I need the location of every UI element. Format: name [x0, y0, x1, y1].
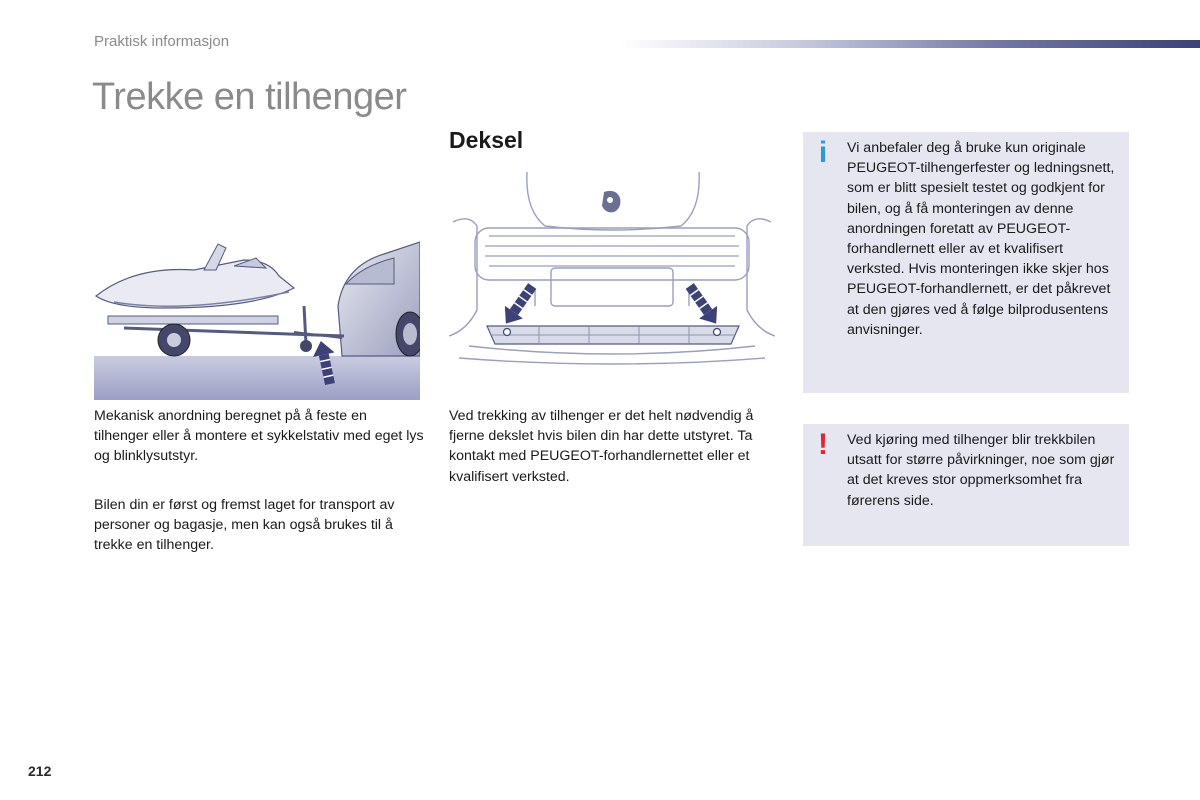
warning-box: [803, 424, 1129, 546]
section-label: Praktisk informasjon: [94, 33, 230, 50]
page-title: Trekke en tilhenger: [92, 76, 407, 118]
trailer-illustration: [94, 236, 420, 400]
page-number: 212: [28, 763, 52, 779]
paragraph-vehicle-purpose: Bilen din er først og fremst laget for transport av personer og bagasje, men kan også brukes til å trekke en tilhenger.: [94, 497, 395, 554]
warning-text: Ved kjøring med tilhenger blir trekkbilen utsatt for større påvirkninger, noe som gjør at det kreves stor oppmerksomhet fra førerens side.: [847, 432, 1115, 509]
warning-icon: !: [818, 428, 828, 461]
bumper-cover-illustration: [449, 170, 775, 370]
header-gradient-bar: [620, 40, 1200, 48]
paragraph-cover-removal: Ved trekking av tilhenger er det helt nødvendig å fjerne dekslet hvis bilen din har dette utstyret. Ta kontakt med PEUGEOT-forhandlernettet eller et kvalifisert verksted.: [449, 408, 754, 485]
info-box: [803, 132, 1129, 393]
paragraph-hitch-description: Mekanisk anordning beregnet på å feste en tilhenger eller å montere et sykkelstativ med eget lys og blinklysutstyr.: [94, 408, 424, 465]
info-icon: i: [818, 136, 828, 169]
section-heading-cover: Deksel: [449, 127, 524, 153]
info-text: Vi anbefaler deg å bruke kun originale PEUGEOT-tilhengerfester og ledningsnett, som er blitt spesielt testet og godkjent for bilen, og å få monteringen av denne anordningen foretatt av PEUGEOT-forhandlernett eller av et kvalifisert verksted. Hvis monteringen ikke skjer hos PEUGEOT-forhandlernett, er det påkrevet at den gjøres ved å følge bilprodusentens anvisninger.: [847, 140, 1115, 338]
